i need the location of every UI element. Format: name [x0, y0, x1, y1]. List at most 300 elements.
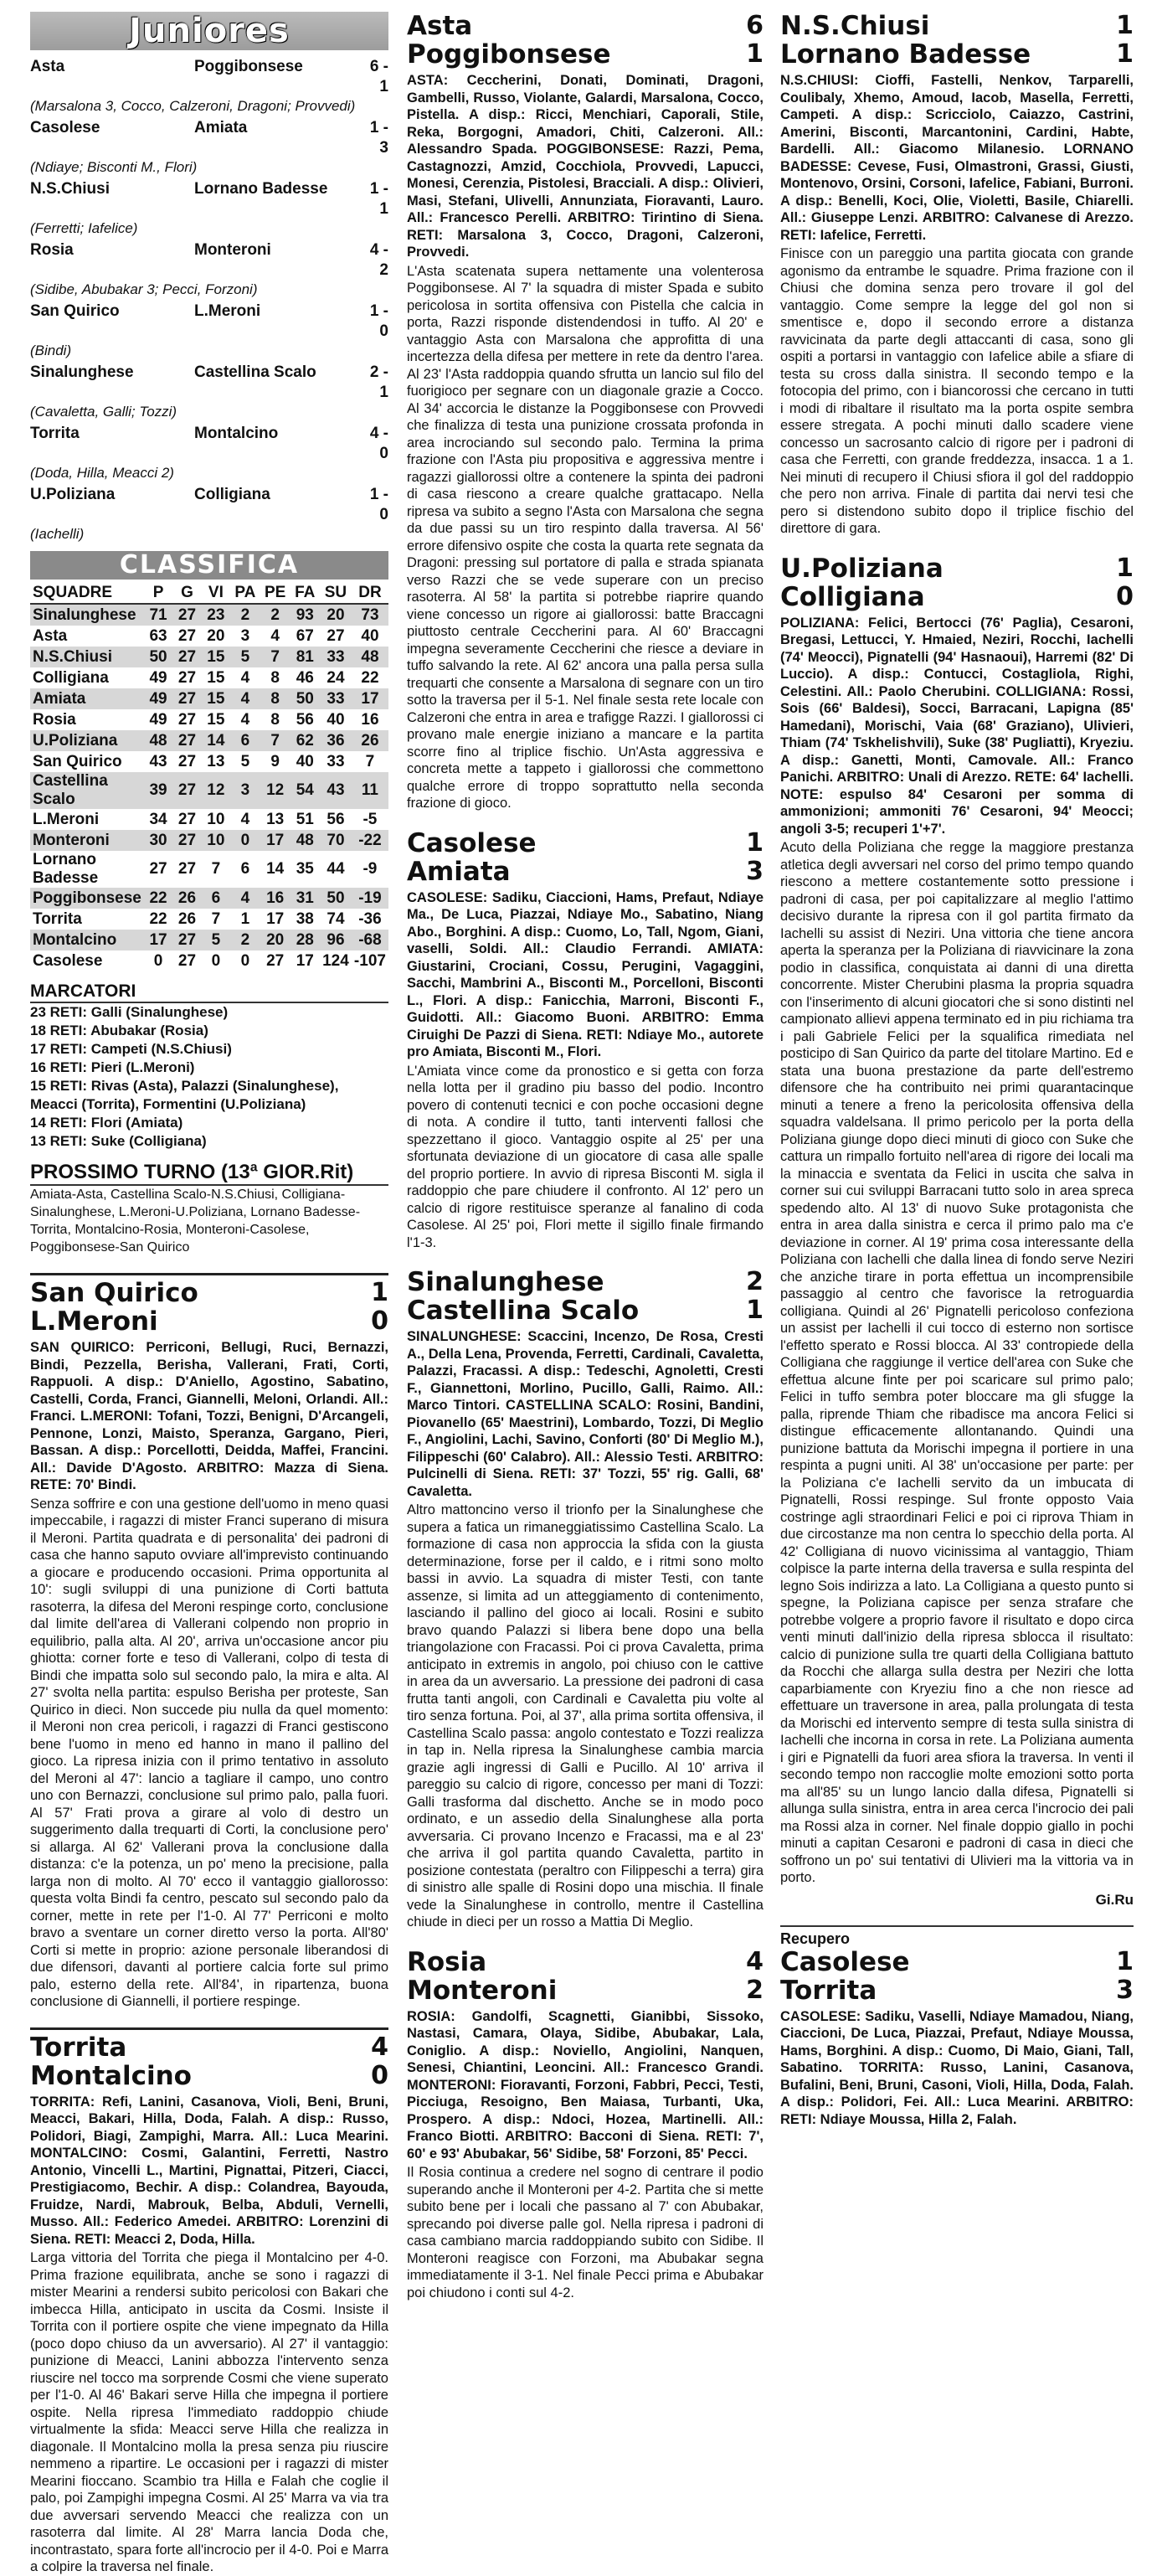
standings-cell: 2	[230, 604, 260, 626]
standings-cell: 22	[144, 888, 172, 909]
standings-cell: 3	[240, 626, 250, 645]
result-home-team: Rosia	[30, 241, 74, 259]
standings-cell: 17	[352, 688, 388, 709]
lineup-text: ROSIA: Gandolfi, Scagnetti, Gianibbi, Sissoko, Nastasi, Camara, Olaya, Sidibe, Abubakar, Lala, Coniglio. A disp.: Noviello, Angiolini, Nanquen, Senesi, Chiantini, Leoncini. All.: Francesco Grandi. MONTERONI: Fioravanti, Forzoni, Fabbri, Pecci, Testi, Picciuga, Resoigno, Ben Maiasa, Turbanti, Uka, Prospero. A disp.: Ndoci, Hozea, Martinelli. All.: Franco Biotti. ARBITRO: Bacconi di Siena. RETI: 7', 60' e 93' Abubakar, 56' Sidibe, 58' Forzoni, 85' Pecci.	[407, 2008, 764, 2161]
match-report	[780, 1925, 1134, 2129]
standings-cell: 17	[266, 909, 285, 928]
standings-cell: 15	[207, 668, 225, 687]
standings-cell: 63	[149, 626, 167, 645]
team-name: Rosia	[33, 710, 76, 729]
standings-cell: 27	[149, 860, 167, 878]
match-home-row	[780, 12, 1134, 40]
result-away-team: Lornano Badesse	[194, 180, 328, 198]
standings-cell: 27	[172, 772, 201, 809]
lineup-text: N.S.CHIUSI: Cioffi, Fastelli, Nenkov, Tarparelli, Coulibaly, Xhemo, Amoud, Iacob, Masella, Ferretti, Campeti. A disp.: Scricciolo, Caiazzo, Castrini, Amerini, Bisconti, Marcantonini, Cardini, Habte, Bardelli. All.: Giacomo Milanesio. LORNANO BADESSE: Cevese, Fusi, Olmastroni, Grassi, Giusti, Montenovo, Orsini, Corsoni, Iafelice, Fabiani, Burroni. A disp.: Benelli, Koci, Olie, Violetti, Basile, Chiarelli. All.: Giuseppe Lenzi. ARBITRO: Calvanese di Arezzo. RETI: Iafelice, Ferretti.	[780, 73, 1134, 243]
home-team-name: N.S.Chiusi	[780, 11, 930, 41]
standings-cell: 8	[260, 688, 290, 709]
home-score: 6	[746, 11, 764, 40]
standings-cell: 10	[207, 810, 225, 828]
match-home-row	[780, 554, 1134, 583]
standings-cell: 20	[260, 930, 290, 951]
away-score: 1	[1116, 39, 1134, 69]
standings-cell: 1	[240, 909, 250, 928]
away-team-name: Torrita	[780, 1975, 877, 2006]
standings-cell: 56	[326, 810, 345, 828]
lineup-text: TORRITA: Refi, Lanini, Casanova, Violi, Beni, Bruni, Meacci, Bakari, Hilla, Doda, Falah. A disp.: Russo, Polidori, Biagi, Zampighi, Marra. All.: Luca Mearini. MONTALCINO: Cosmi, Galantini, Ferretti, Nastro Antonio, Vincelli L., Martini, Pignattai, Pitzeri, Ciacci, Prestigiacomo, Bechir. A disp.: Colandrea, Bayouda, Fruidze, Nardi, Mabrouk, Belba, Abduli, Vernelli, Musso. All.: Federico Amedei. ARBITRO: Lorenzini di Siena. RETI: Meacci 2, Doda, Hilla.	[30, 2094, 388, 2247]
article-text: Larga vittoria del Torrita che piega il Montalcino per 4-0. Prima frazione equilibrata, anche se sono i ragazzi di mister Mearini a rendersi subito pericolosi con Bakari che imbecca Hilla, anticipato in uscita da Cosmi. Insiste il Torrita con il portiere ospite che viene impegnato da Hilla (poco dopo chiuso da un avversario). Al 27' il vantaggio: punizione di Meacci, Lanini abbozza l'intervento senza riuscire nel tocco ma sorprende Cosmi che viene superato per l'1-0. Al 46' Bakari serve Hilla che impegna il portiere ospite. Nella ripresa l'immediato raddoppio chiude virtualmente la sfida: Meacci serve Hilla che realizza in diagonale. Il Montalcino molla la presa senza piu riuscire nemmeno a ripartire. Le occasioni per i ragazzi di mister Mearini fioccano. Scambio tra Hilla e Falah che coglie il palo, poi Zampighi impegna Cosmi. Al 25' Marra va via tra due avversari servendo Meacci che realizza con un rasoterra dal limite. Al 28' Marra lancia Doda che, incontrastato, spara forte all'incrocio per il 4-0. Poi e Marra a colpire la traversa nel finale.	[30, 2250, 388, 2574]
standings-cell: 33	[320, 647, 352, 667]
standings-cell: 124	[322, 951, 349, 970]
standings-cell: -5	[362, 810, 378, 828]
standings-cell: 14	[202, 730, 230, 751]
match-home-row	[780, 1948, 1134, 1976]
author-signature: Gi.Ru	[1095, 1891, 1134, 1908]
standings-cell: 27	[177, 710, 197, 729]
standings-cell: 54	[290, 772, 320, 809]
standings-cell: 50	[144, 647, 172, 667]
home-score: 1	[371, 1278, 388, 1307]
prossimo-turno-text: Amiata-Asta, Castellina Scalo-N.S.Chiusi, Colligiana-Sinalunghese, L.Meroni-U.Poliziana, Lornano Badesse-Torrita, Montalcino-Rosia, Monteroni-Casolese, Poggibonsese-San Quirico	[30, 1188, 361, 1255]
standings-cell: 5	[202, 930, 230, 951]
article-text: Senza soffrire e con una gestione dell'uomo in meno quasi impeccabile, i ragazzi di mister Franci superano di misura il Meroni. Partita quadrata e di personalita' dei padroni di casa che hanno saputo ovviare all'imprevisto continuando a giocare e producendo occasioni. Prima opportunita al 10': sugli sviluppi di una punizione di Corti battuta rasoterra, la difesa del Meroni respinge corto, conclusione dal limite dell'area di Vallerani colpendo non proprio in equilibrio, palla alta. Al 20', arriva un'occasione ancor piu ghiotta: corner forte e teso di Vallerani, colpo di testa di Bindi che impatta solo sul secondo palo, la mira e alta. Al 27' svolta nella partita: espulso Berisha per proteste, San Quirico in dieci. Non succede piu nulla da quel momento: il Meroni non crea pericoli, i ragazzi di Franci gestiscono bene l'uomo in meno ed hanno in mano il pallino del gioco. La ripresa inizia con il primo tentativo in assoluto del Meroni al 47': lancio a tagliare il campo, uno contro uno con Bernazzi, conclusione sul primo palo, palla fuori. Al 57' Frati prova a girare al volo di destro un suggerimento dalla trequarti di Corti, la conclusione pero' si allarga. Al 62' Vallerani prova la conclusione dalla distanza: c'e la potenza, un po' meno la precisione, palla larga non di molto. Al 70' ecco il vantaggio giallorosso: questa volta Bindi fa centro, pescato sul secondo palo da corner, mette in rete per l'1-0. Al 77' Perriconi e molto bravo a sventare un corner diretto verso la porta. All'80' Corti si mette in proprio: azione personale liberandosi di due difensori, davanti al portiere calcia forte sul primo palo, esterno della rete. All'84', in ripartenza, buona conclusione di Giannelli, il portiere respinge.	[30, 1496, 388, 2009]
standings-cell: 13	[266, 810, 285, 828]
match-report	[30, 1273, 388, 2011]
result-home-team: Casolese	[30, 119, 100, 137]
standings-cell: 24	[326, 668, 345, 687]
prossimo-turno-title: PROSSIMO TURNO (13ª GIOR.Rit)	[30, 1161, 388, 1186]
result-home-team: U.Poliziana	[30, 486, 116, 503]
standings-cell: 26	[352, 730, 388, 751]
lineup-text: POLIZIANA: Felici, Bertocci (76' Paglia), Cesaroni, Bregasi, Lettucci, Y. Hmaied, Neziri, Rocchi, Iachelli (74' Meocci), Pignatelli (94' Hasnaoui), Harremi (82' Di Luccio). A disp.: Contucci, Costagliola, Righi, Celestini. All.: Paolo Cherubini. COLLIGIANA: Rossi, Sois (66' Baldesi), Socci, Barracani, Lapigna (85' Hamedani), Morischi, Vaia (68' Graziano), Ulivieri, Thiam (74' Tskhelishvili), Suke (38' Pugliatti), Kryeziu. A disp.: Ganetti, Monti, Camovale. All.: Franco Panichi. ARBITRO: Unali di Arezzo. RETE: 64' Iachelli. NOTE: espulso 84' Cesaroni per somma di ammonizioni; ammoniti 76' Cesaroni, 94' Meocci; angoli 3-5; recuperi 1'+7'.	[780, 615, 1134, 837]
result-home-team: Sinalunghese	[30, 363, 134, 381]
standings-cell: 4	[240, 668, 250, 687]
result-home-team: N.S.Chiusi	[30, 180, 111, 198]
standings-cell: 7	[211, 909, 221, 928]
away-team-name: Lornano Badesse	[780, 39, 1031, 70]
match-away-row	[780, 40, 1134, 69]
team-name: Asta	[33, 626, 68, 645]
home-score: 4	[746, 1946, 764, 1976]
standings-cell: 22	[149, 909, 167, 928]
standings-cell: 15	[207, 710, 225, 729]
result-away-team: Colligiana	[194, 486, 270, 503]
standings-cell: 12	[260, 772, 290, 809]
standings-cell: 27	[177, 626, 197, 645]
away-score: 0	[371, 2060, 388, 2090]
standings-cell: 48	[290, 830, 320, 851]
recupero-label: Recupero	[780, 1925, 1134, 1948]
standings-cell: 0	[153, 951, 163, 970]
standings-cell: 27	[177, 951, 197, 970]
away-score: 1	[746, 39, 764, 69]
match-report	[407, 1268, 764, 1931]
standings-cell: 81	[290, 647, 320, 667]
lineup-text: SAN QUIRICO: Perriconi, Bellugi, Ruci, Bernazzi, Bindi, Pezzella, Berisha, Vallerani, Frati, Corti, Rappuoli. A disp.: D'Aniello, Agostino, Sabatino, Castelli, Corda, Franci, Giannelli, Meloni, Orlandi. All.: Franci. L.MERONI: Tofani, Tozzi, Benigni, D'Arcangeli, Pennone, Lonzi, Maisto, Speranza, Gargano, Pieri, Bassan. A disp.: Porcellotti, Deidda, Maffei, Francini. All.: Davide D'Agosto. ARBITRO: Mazza di Siena. RETE: 70' Bindi.	[30, 1340, 388, 1492]
match-home-row	[407, 1268, 764, 1296]
scorer-line: 14 RETI: Flori (Amiata)	[30, 1115, 183, 1131]
home-team-name: U.Poliziana	[780, 553, 943, 584]
standings-cell: 48	[352, 647, 388, 667]
team-name: Castellina Scalo	[30, 772, 144, 809]
home-team-name: Rosia	[407, 1946, 487, 1977]
team-name: Sinalunghese	[30, 604, 144, 626]
away-team-name: Castellina Scalo	[407, 1296, 640, 1326]
standings-cell: -107	[353, 951, 386, 970]
team-name: Monteroni	[30, 830, 144, 851]
standings-cell: 36	[320, 730, 352, 751]
table-row	[30, 809, 388, 830]
standings-cell: 9	[270, 752, 280, 770]
standings-cell: 35	[296, 860, 314, 878]
standings-cell: 7	[365, 752, 375, 770]
standings-cell: -68	[352, 930, 388, 951]
standings-cell: 43	[320, 772, 352, 809]
home-score: 1	[1116, 553, 1134, 583]
match-away-row	[780, 583, 1134, 611]
match-home-row	[30, 2027, 388, 2062]
table-row	[30, 730, 388, 751]
standings-cell: 17	[296, 951, 314, 970]
away-score: 3	[746, 856, 764, 886]
standings-cell: 49	[144, 688, 172, 709]
away-score: 0	[371, 1306, 388, 1336]
article-text: Altro mattoncino verso il trionfo per la Sinalunghese che supera a fatica un rimaneggiatissimo Castellina Scalo. La formazione di casa non approccia la sfida con la giusta determinazione, forse per il caldo, e i ritmi sono molto bassi in avvio. La squadra di mister Testi, con tante assenze, si limita ad un atteggiamento di contenimento, lasciando il pallino del gioco ai locali. Rosini e subito bravo quando Palazzi si libera bene dopo una bella triangolazione con Fracassi. Poi ci prova Cavaletta, prima anticipato in extremis in angolo, poi chiuso con le cattive in area da un avversario. La pressione dei padroni di casa frutta tanti angoli, con Cardinali e Cavaletta piu volte al tiro senza fortuna. Poi, al 37', alla prima sortita offensiva, il Castellina Scalo passa: angolo contestato e Tozzi realizza in tap in. Nella ripresa la Sinalunghese cambia marcia grazie agli ingressi di Galli e Pucillo. Al 10' arriva il pareggio su calcio di rigore, concesso per mani di Tozzi: Galli trasforma dal dischetto. Anche se in modo poco ordinato, e un assedio della Sinalunghese alla porta avversaria. Ci provano Incenzo e Fracassi, ma e al 23' che arriva il gol partita quando Cavaletta, partito in posizione contestata (peraltro con Filippeschi a terra) gira di sinistro alle spalle di Rosini dopo una mischia. Il finale vede la Sinalunghese in controllo, mentre il Castellina chiude in dieci per un rosso a Mattia Di Meglio.	[407, 1502, 764, 1929]
home-team-name: Casolese	[407, 827, 537, 858]
standings-cell: 74	[326, 909, 345, 928]
standings-cell: 27	[177, 752, 197, 770]
standings-cell: 14	[266, 860, 285, 878]
standings-cell: 33	[326, 752, 345, 770]
home-team-name: Casolese	[780, 1946, 910, 1977]
scorers-list	[30, 1003, 388, 1151]
match-home-row	[30, 1273, 388, 1307]
standings-table	[30, 583, 388, 971]
team-name: Amiata	[30, 688, 144, 709]
standings-column-header: SU	[320, 583, 352, 604]
standings-cell: 4	[270, 626, 280, 645]
result-scorers: (Doda, Hilla, Meacci 2)	[30, 465, 174, 481]
home-score: 1	[746, 827, 764, 858]
table-row	[30, 751, 388, 772]
standings-cell: 27	[177, 810, 197, 828]
team-name: U.Poliziana	[30, 730, 144, 751]
article-text: L'Asta scatenata supera nettamente una volenterosa Poggibonsese. Al 7' la squadra di mister Spada e subito pericolosa in sortita offensiva con Pistella che calcia in porta, Razzi risponde distendendosi in tuffo. Al 20' e vantaggio Asta con Marsalona che approfitta di una incertezza della difesa per mettere in rete da dentro l'area. Al 23' l'Asta raddoppia quando sfrutta un lancio sul filo del fuorigioco per segnare con un diagonale grazie a Cocco. Al 34' accorcia le distanze la Poggibonsese con Provvedi che finalizza di testa una punizione crossata profonda in area incrociando sul secondo palo. Termina la prima frazione con l'Asta piu propositiva e aggressiva mentre i ragazzi giallorossi oltre a contenere la spinta dei padroni di casa riescono a creare qualche grattacapo. Nella ripresa va subito a segno l'Asta con Marsalona che segna da due passi su un tiro respinto dalla traversa. Al 56' errore difensivo ospite che costa la quarta rete segnata da Dragoni: pressing sul portatore di palla e strada spianata verso Razzi che se vede superare con un preciso rasoterra. Al 58' la partita si potrebbe riaprire quando viene concesso un rigore ai giallorossi: batte Braccagni piuttosto centrale Ceccherini para. Al 60' Braccagni impegna severamente Ceccherini che riesce a deviare in tuffo salvando la rete. Al 62' ancora una palla persa sulla trequarti che consente a Marsalona di segnare con un tiro sotto la traversa per il 5-1. Nel finale sesta rete locale con Calzeroni che entra in area e trafigge Razzi. I giallorossi ci provano male energie iniziano a mancare e la partita scorre fino al triplice fischio. Un'Asta aggressiva e concreta mette a tappeto i giallorossi che commettono qualche errore di troppo soprattutto nella seconda frazione di gioco.	[407, 263, 764, 811]
standings-cell: 27	[172, 830, 201, 851]
result-score: 1 - 0	[369, 486, 388, 523]
home-score: 4	[371, 2032, 388, 2062]
result-scorers: (Ndiaye; Bisconti M., Flori)	[30, 159, 198, 175]
result-away-team: Monteroni	[194, 241, 271, 259]
standings-column-header: FA	[290, 583, 320, 604]
standings-cell: 33	[320, 688, 352, 709]
article-text: Acuto della Poliziana che regge la maggiore prestanza atletica degli avversari nel corso del primo tempo quando riescono a mettere costantemente sotto pressione i padroni di casa, per poi capitalizzare al meglio l'attimo decisivo durante la ripresa con il gol partita firmato da Iachelli su assist di Neziri. Una vittoria che tiene ancora aperta la speranza per la Poliziana di riavvicinare la zona podio in classifica, conquistata ai danni di una diretta concorrente. Mister Cherubini plasma la propria squadra con l'inserimento di alcuni giocatori che si sono distinti nel campionato allievi appena terminato ed in piu richiama tra i pali Gabriele Felici per la squalifica rimediata nel posticipo di San Quirico da parte del titolare Martino. Ed e stata una buona prestazione da parte dell'estremo difensore che ha contribuito nei primi quarantacinque minuti a tenere a freno la pericolosita offensiva della squadra valdelsana. Il primo pericolo per la porta della Poliziana giunge dopo dieci minuti di gioco con Suke che cattura un rimpallo fortuito nell'area di rigore dei locali ma la minaccia e sventata da Felici in uscita che salva in corner sui cui sviluppi Barracani tutto solo in area spreca spedendo alto. Al 13' di nuovo Suke protagonista che entra in area dalla sinistra e cerca il primo palo ma c'e deviazione in corner. Al 19' prima cosa interessante della Poliziana con Iachelli che dalla linea di fondo serve Neziri che anziche tirare in porta effettua un incomprensibile passaggio al centro che favorisce la retroguardia colligiana. Quindi al 26' Pignatelli pericoloso confeziona un assist per Iachelli il cui tocco di esterno non sortisce l'effetto sperato e Rossi blocca. Al 33' contropiede della Colligiana che raggiunge il vertice dell'area con Suke che effettua alcune finte per poi scaricare sul primo palo; Felici in tuffo sembra poter bloccare ma gli sfugge la palla, riprende Thiam che ribadisce ma ancora Felici si distingue efficacemente allontanando. Quindi una punizione battuta da Morischi impegna il portiere in una respinta a pugni uniti. Al 38' un'occasione per parte: per la Poliziana c'e Iachelli servito da un imbucata di Pignatelli, Rossi respinge. Sul fronte opposto Vaia costringe agli straordinari Felici e poi ci riprova Thiam in due circostanze ma non centra lo specchio della porta. Al 42' Colligiana di nuovo vicinissima al vantaggio, Thiam colpisce la parte interna della traversa e sulla respinta del legno Sois indirizza a lato. La Colligiana a questo punto si spegne, la Poliziana capisce per senza strafare che potrebbe volgere a proprio favore il risultato e dopo circa venti minuti dall'inizio della ripresa sblocca il risultato: calcio di punizione sulla tre quarti della Colligiana battuto da Rocchi che allarga sulla destra per Neziri che lotta caparbiamente con Kryeziu fino a che non riesce ad effettuare un traversone in area, palla prolungata di testa da Morischi ed intervento sempre di testa sulla sinistra di Iachelli che incorna in corsa in rete. La Poliziana aumenta i giri e Pignatelli da fuori area sfiora la traversa. In venti il secondo tempo non raccoglie molte emozioni sotto porta ma all'85' su un lungo lancio dalla difesa, Pignatelli si allunga sulla sinistra, entra in area cerca l'incrocio dei pali ma Rossi alza in corner. Nel finale doppio giallo in pochi minuti a capitan Cesaroni e padroni di casa in dieci che soffrono un po' sui tentativi di Ulivieri ma la vittoria va in porto.	[780, 840, 1134, 1885]
standings-cell: 6	[202, 888, 230, 909]
away-team-name: L.Meroni	[30, 1306, 158, 1337]
standings-cell: 16	[260, 888, 290, 909]
lineup-text: CASOLESE: Sadiku, Ciaccioni, Hams, Prefaut, Ndiaye Ma., De Luca, Piazzai, Ndiaye Mo., Sabatino, Niang Abo., Borghini. A disp.: Cuomo, Lo, Tall, Ngom, Giani, vaselli, Soldi. All.: Claudio Ferrandi. AMIATA: Giustarini, Crociani, Cossu, Perugini, Vagaggini, Sacchi, Mambrini A., Bisconti M., Porcelloni, Bisconti L., Flori. A disp.: Fanicchia, Marroni, Bisconti F., Guidotti. All.: Giacomo Buoni. ARBITRO: Emma Ciruighi De Pazzi di Siena. RETI: Ndiaye Mo., autorete pro Amiata, Bisconti M., Flori.	[407, 889, 764, 1059]
standings-cell: 27	[172, 730, 201, 751]
standings-column-header: VI	[202, 583, 230, 604]
juniores-title: Juniores	[30, 12, 388, 50]
scorer-line: 15 RETI: Rivas (Asta), Palazzi (Sinalunghese), Meacci (Torrita), Formentini (U.Poliziana)	[30, 1078, 339, 1112]
standings-cell: 27	[172, 647, 201, 667]
standings-cell: 30	[144, 830, 172, 851]
table-row	[30, 888, 388, 909]
away-team-name: Montalcino	[30, 2060, 192, 2091]
standings-cell: 4	[230, 688, 260, 709]
standings-cell: 8	[270, 710, 280, 729]
standings-cell: 46	[296, 668, 314, 687]
standings-cell: -19	[352, 888, 388, 909]
result-scorers: (Marsalona 3, Cocco, Calzeroni, Dragoni; Provvedi)	[30, 98, 356, 114]
standings-cell: 13	[207, 752, 225, 770]
away-score: 1	[746, 1296, 764, 1325]
standings-cell: 8	[270, 668, 280, 687]
standings-cell: 27	[266, 951, 285, 970]
standings-column-header: PE	[260, 583, 290, 604]
standings-cell: 51	[296, 810, 314, 828]
match-report	[407, 1948, 764, 2302]
home-team-name: Sinalunghese	[407, 1267, 604, 1297]
standings-cell: 28	[290, 930, 320, 951]
scorer-line: 18 RETI: Abubakar (Rosia)	[30, 1023, 208, 1038]
team-name: Casolese	[33, 951, 103, 970]
match-report	[780, 554, 1134, 1909]
article-text: L'Amiata vince come da pronostico e si getta con forza nella lotta per il gradino piu basso del podio. Incontro povero di contenuti tecnici e con poche occasioni degne di nota. A condire il tutto, tanti interventi fallosi che spezzettano il gioco. Vantaggio ospite al 25' per una sfortunata deviazione di un giocatore di casa alle spalle del proprio portiere. In avvio di ripresa Bisconti M. sigla il raddoppio che pare chiudere il confronto. Al 12' pero un calcio di rigore restituisce speranze al fanalino di coda Casolese. Al 25' poi, Flori mette il sigillo finale firmando l'1-3.	[407, 1063, 764, 1250]
home-score: 1	[1116, 11, 1134, 40]
result-scorers: (Bindi)	[30, 343, 72, 358]
standings-cell: 27	[172, 930, 201, 951]
match-away-row	[407, 858, 764, 886]
standings-cell: 48	[144, 730, 172, 751]
marcatori-title: MARCATORI	[30, 981, 388, 1003]
standings-cell: 38	[296, 909, 314, 928]
scorer-line: 13 RETI: Suke (Colligiana)	[30, 1133, 207, 1149]
article-text: Finisce con un pareggio una partita giocata con grande agonismo da entrambe le squadre. Prima frazione con il Chiusi che domina senza pero trovare il gol del vantaggio. Come sempre la legge del gol non si smentisce e, dopo il secondo errore a distanza ravvicinata da parte degli attaccanti di casa, sono gli ospiti a portarsi in vantaggio con Iafelice abile a sfiare di testa su cross dalla sinistra. Il secondo tempo e la fotocopia del primo, con i biancorossi che cercano in tutti i modi di ribaltare il risultato ma la porta ospite sembra essere stregata. A pochi minuti dallo scadere viene concesso un sacrosanto calcio di rigore per i padroni di casa che Ferretti, con grande freddezza, insacca. 1 a 1. Nei minuti di recupero il Chiusi sfiora il gol del raddoppio che pero non arriva. Finale di partita dai nervi tesi che pero si distendono subito dopo il triplice fischio del direttore di gara.	[780, 246, 1134, 536]
table-row	[30, 851, 388, 888]
scorer-line: 23 RETI: Galli (Sinalunghese)	[30, 1004, 229, 1020]
standings-cell: 7	[260, 647, 290, 667]
standings-cell: 50	[290, 688, 320, 709]
result-away-team: Poggibonsese	[194, 58, 303, 75]
result-score: 4 - 0	[369, 425, 388, 462]
right-column	[780, 12, 1134, 2128]
standings-cell: 10	[202, 830, 230, 851]
standings-cell: 6	[240, 860, 250, 878]
match-away-row	[407, 40, 764, 69]
team-name: San Quirico	[33, 752, 122, 770]
result-scorers: (Cavaletta, Galli; Tozzi)	[30, 404, 177, 420]
standings-cell: 4	[230, 888, 260, 909]
team-name: L.Meroni	[33, 810, 100, 828]
lineup-text: CASOLESE: Sadiku, Vaselli, Ndiaye Mamadou, Niang, Ciaccioni, De Luca, Piazzai, Prefaut, Ndiaye Moussa, Hams, Borghini. A disp.: Cuomo, Di Maio, Giani, Tall, Sabatino. TORRITA: Russo, Lanini, Casanova, Bufalini, Beni, Bruni, Casoni, Violi, Hilla, Doda, Falah. A disp.: Polidori, Fei. All.: Luca Mearini. ARBITRO: RETI: Ndiaye Moussa, Hilla 2, Falah.	[780, 2008, 1134, 2127]
match-home-row	[407, 12, 764, 40]
middle-column	[407, 12, 764, 2301]
result-away-team: L.Meroni	[194, 302, 261, 320]
standings-cell: 4	[240, 810, 250, 828]
standings-cell: 70	[320, 830, 352, 851]
home-score: 2	[746, 1267, 764, 1296]
scorer-line: 17 RETI: Campeti (N.S.Chiusi)	[30, 1041, 232, 1057]
standings-column-header: DR	[352, 583, 388, 604]
scorer-line: 16 RETI: Pieri (L.Meroni)	[30, 1059, 195, 1075]
standings-cell: 49	[149, 710, 167, 729]
standings-cell: 67	[296, 626, 314, 645]
match-away-row	[780, 1976, 1134, 2005]
standings-cell: 39	[144, 772, 172, 809]
table-row	[30, 604, 388, 626]
home-team-name: San Quirico	[30, 1278, 198, 1308]
standings-cell: 2	[260, 604, 290, 626]
standings-cell: 2	[230, 930, 260, 951]
away-team-name: Poggibonsese	[407, 39, 611, 70]
standings-cell: 3	[230, 772, 260, 809]
classifica-title: CLASSIFICA	[30, 551, 388, 580]
standings-cell: 43	[149, 752, 167, 770]
standings-cell: 27	[177, 668, 197, 687]
home-score: 1	[1116, 1946, 1134, 1976]
match-report	[407, 829, 764, 1252]
result-home-team: Torrita	[30, 425, 80, 442]
standings-cell: 6	[230, 730, 260, 751]
table-row	[30, 667, 388, 688]
away-score: 3	[1116, 1975, 1134, 2005]
standings-cell: 34	[149, 810, 167, 828]
team-name: Torrita	[33, 909, 82, 928]
result-score: 4 - 2	[369, 241, 388, 279]
result-scorers: (Iachelli)	[30, 526, 85, 542]
standings-cell: 20	[207, 626, 225, 645]
result-score: 2 - 1	[369, 363, 388, 401]
standings-column-header: P	[144, 583, 172, 604]
match-report	[30, 2027, 388, 2576]
home-team-name: Asta	[407, 11, 473, 41]
results-list	[30, 57, 388, 546]
standings-cell: 49	[149, 668, 167, 687]
standings-cell: 31	[290, 888, 320, 909]
table-row	[30, 709, 388, 730]
standings-cell: 44	[326, 860, 345, 878]
team-name: Lornano Badesse	[33, 851, 99, 887]
result-away-team: Castellina Scalo	[194, 363, 316, 381]
standings-cell: 27	[177, 860, 197, 878]
match-away-row	[30, 2062, 388, 2090]
away-score: 0	[1116, 581, 1134, 611]
match-report	[407, 12, 764, 812]
result-score: 1 - 3	[369, 119, 388, 157]
standings-cell: 5	[240, 752, 250, 770]
table-row	[30, 930, 388, 951]
team-name: Poggibonsese	[30, 888, 144, 909]
match-report	[780, 12, 1134, 538]
standings-cell: 5	[230, 647, 260, 667]
result-away-team: Amiata	[194, 119, 248, 137]
table-row	[30, 647, 388, 667]
team-name: Colligiana	[33, 668, 109, 687]
match-away-row	[407, 1296, 764, 1325]
match-away-row	[407, 1976, 764, 2005]
standings-cell: 16	[361, 710, 379, 729]
standings-cell: 93	[290, 604, 320, 626]
standings-column-header: G	[172, 583, 201, 604]
standings-cell: 11	[352, 772, 388, 809]
standings-cell: 50	[320, 888, 352, 909]
result-home-team: San Quirico	[30, 302, 120, 320]
result-away-team: Montalcino	[194, 425, 279, 442]
table-row	[30, 772, 388, 809]
standings-cell: 0	[230, 830, 260, 851]
result-scorers: (Sidibe, Abubakar 3; Pecci, Forzoni)	[30, 281, 258, 297]
standings-cell: 40	[296, 752, 314, 770]
standings-cell: 15	[202, 647, 230, 667]
standings-header	[30, 583, 388, 604]
standings-cell: 0	[240, 951, 250, 970]
standings-cell: 40	[326, 710, 345, 729]
match-away-row	[30, 1307, 388, 1336]
standings-cell: 15	[202, 688, 230, 709]
table-row	[30, 830, 388, 851]
table-row	[30, 909, 388, 930]
standings-cell: -22	[352, 830, 388, 851]
standings-cell: 4	[240, 710, 250, 729]
standings-cell: -36	[358, 909, 382, 928]
standings-cell: 17	[144, 930, 172, 951]
standings-column-header: PA	[230, 583, 260, 604]
table-row	[30, 688, 388, 709]
standings-cell: 71	[144, 604, 172, 626]
table-row	[30, 951, 388, 971]
away-team-name: Monteroni	[407, 1975, 558, 2006]
standings-cell: 17	[260, 830, 290, 851]
lineup-text: SINALUNGHESE: Scaccini, Incenzo, De Rosa, Cresti A., Della Lena, Provenda, Ferretti, Cardinali, Cavaletta, Palazzi, Fracassi. A disp.: Tedeschi, Agnoletti, Cresti F., Giannettoni, Morlino, Pucillo, Galli, Raimo. All.: Marco Tintori. CASTELLINA SCALO: Rosini, Bandini, Piovanello (65' Maestrini), Lombardo, Tozzi, Di Meglio F., Angiolini, Lachi, Savino, Conforti (80' Di Meglio M.), Filippeschi (60' Calabro). All.: Alessio Testi. ARBITRO: Pulcinelli di Siena. RETI: 37' Tozzi, 55' rig. Galli, 68' Cavaletta.	[407, 1329, 764, 1499]
standings-cell: 40	[361, 626, 379, 645]
result-home-team: Asta	[30, 58, 65, 75]
standings-cell: 12	[202, 772, 230, 809]
away-score: 2	[746, 1975, 764, 2005]
standings-cell: 73	[352, 604, 388, 626]
article-text: Il Rosia continua a credere nel sogno di centrare il podio superando anche il Monteroni per 4-2. Partita che si mette subito bene per i locali che passano al 7' con Abubakar, sprecando poi diverse palle gol. Nella ripresa i padroni di casa cambiano marcia raddoppiando subito con Sidibe. Il Monteroni reagisce con Forzoni, ma Abubakar segna immediatamente il 3-1. Nel finale Pecci prima e Abubakar poi chiudono i conti sul 4-2.	[407, 2165, 764, 2300]
standings-cell: 20	[320, 604, 352, 626]
standings-column-header: SQUADRE	[30, 583, 144, 604]
standings-cell: 7	[260, 730, 290, 751]
match-home-row	[407, 1948, 764, 1976]
away-team-name: Colligiana	[780, 581, 925, 612]
lineup-text: ASTA: Ceccherini, Donati, Dominati, Dragoni, Gambelli, Russo, Violante, Galardi, Marsalona, Cocco, Pistella. A disp.: Ricci, Menchiari, Caporali, Stile, Reka, Borgogni, Amadori, Chiti, Calzeroni. All.: Alessandro Spada. POGGIBONSESE: Razzi, Pema, Castagnozzi, Amzid, Cocchiola, Provvedi, Lapucci, Monesi, Cerenzia, Pistolesi, Bracciali. A disp.: Olivieri, Masi, Stefani, Ulivelli, Annunziata, Fioravanti, Lauro. All.: Francesco Perelli. ARBITRO: Tirintino di Siena. RETI: Marsalona 3, Cocco, Dragoni, Calzeroni, Provvedi.	[407, 73, 764, 260]
standings-cell: 27	[172, 604, 201, 626]
standings-cell: 62	[290, 730, 320, 751]
left-column	[30, 12, 388, 2576]
standings-cell: 23	[202, 604, 230, 626]
team-name: Montalcino	[30, 930, 144, 951]
match-home-row	[407, 829, 764, 858]
standings-cell: 26	[172, 888, 201, 909]
standings-cell: 96	[320, 930, 352, 951]
standings-cell: 27	[172, 688, 201, 709]
result-score: 1 - 0	[369, 302, 388, 340]
match-reports	[30, 1273, 388, 2576]
home-team-name: Torrita	[30, 2032, 127, 2063]
standings-cell: -9	[362, 860, 378, 878]
standings-cell: 0	[211, 951, 221, 970]
table-row	[30, 626, 388, 647]
result-scorers: (Ferretti; Iafelice)	[30, 220, 138, 236]
standings-cell: 26	[177, 909, 197, 928]
team-name: N.S.Chiusi	[30, 647, 144, 667]
away-team-name: Amiata	[407, 856, 511, 887]
standings-cell: 27	[326, 626, 345, 645]
standings-cell: 56	[296, 710, 314, 729]
result-score: 6 - 1	[369, 58, 388, 95]
